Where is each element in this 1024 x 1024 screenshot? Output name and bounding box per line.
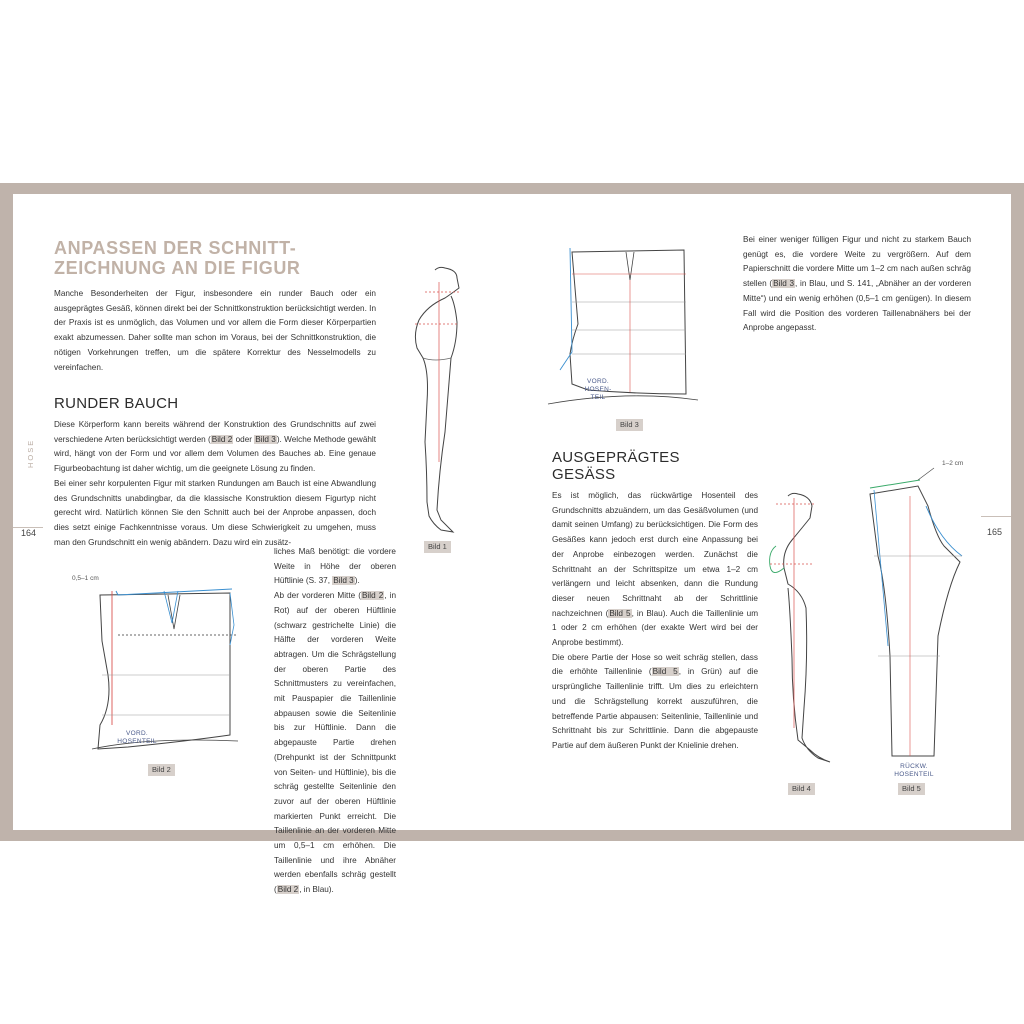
bild5-piece-label-1: RÜCKW. (900, 763, 928, 770)
bild5-pattern-drawing (864, 476, 964, 766)
page-number-left: 164 (21, 528, 37, 538)
intro-paragraph (54, 287, 376, 375)
bild3-piece-label-1: VORD. (586, 378, 610, 385)
figure-ref: Bild 2 (277, 885, 299, 895)
section-tab-label: HOSE (26, 438, 35, 468)
text-run: Es ist möglich, das rückwärtige Hosenteil des Grundschnitts abzuändern, um das Gesäßvolumen (und damit seinen Umfang) zu berücksichtigen. Die Form des Gesäßes kann jedoch erst durch eine Anpassung bei der Anprobe einbezogen werden. Zunächst die Schrittnaht an der Schrittspitze um etwa 1–2 cm verlängern und leicht absenken, dann die Rundung dieser neuen Schrittnaht ab der Schrittlinie nachzeichnen ( (552, 491, 758, 618)
intro-text: Manche Besonderheiten der Figur, insbesondere ein runder Bauch oder ein ausgeprägtes Gesäß, können direkt bei der Schnittkonstruktion berücksichtigt werden. In der Praxis ist es unmöglich, das Volumen und vor allem die Form dieser Körperpartien exakt abzumessen. Daher sollte man schon im Voraus, bei der Schnittkonstruktion, die nötigen Vorkehrungen treffen, um die spätere Korrektur des Nesselmodells zu vereinfachen. (54, 289, 376, 372)
runder-bauch-p3 (274, 545, 396, 589)
bild2-dimension: 0,5–1 cm (72, 575, 99, 582)
gesaess-p2 (552, 651, 758, 754)
runder-bauch-p1 (54, 418, 376, 477)
title-line-2: ZEICHNUNG AN DIE FIGUR (54, 258, 301, 278)
text-run: , in Blau). (299, 885, 334, 895)
text-run: Bei einer weniger fülligen Figur und nicht zu starkem Bauch genügt es, die vordere Weite zu vergrößern. Auf dem Papierschnitt die vordere Mitte um 1–2 cm nach außen schräg stellen ( (743, 235, 971, 289)
page-number-right: 165 (987, 527, 1003, 537)
bild3-piece-label-3: TEIL (590, 394, 606, 401)
heading-line-1: AUSGEPRÄGTES (552, 449, 680, 466)
bild3-label: Bild 3 (616, 419, 643, 431)
bild5-piece-label (888, 763, 940, 779)
text-run: , in Grün) auf die ursprüngliche Taillenlinie trifft. Um dies zu erleichtern und die Schrägstellung korrekt auszuführen, die betreffende Partie abpausen: Seitenlinie, Taillenlinie und Schrittnaht bis zur Schrittlinie. Dann die abgepauste Partie auf dem äußeren Punkt der Knielinie drehen. (552, 667, 759, 750)
bild5-piece-label-2: HOSENTEIL (894, 771, 934, 778)
figure-ref: Bild 2 (361, 591, 384, 601)
bild4-label: Bild 4 (788, 783, 815, 795)
figure-ref: Bild 3 (773, 279, 795, 289)
text-run: Die obere Partie der Hose so weit schräg stellen, dass die erhöhte Taillenlinie ( (552, 652, 758, 677)
gesaess-text (552, 489, 758, 754)
text-run: Diese Körperform kann bereits während der Konstruktion des Grundschnitts auf zwei verschiedene Arten berücksichtigt werden ( (54, 420, 376, 444)
bild2-label: Bild 2 (148, 764, 175, 776)
section-heading-gesaess (552, 449, 680, 483)
bild2-piece-label: VORD. HOSENTEIL (117, 730, 157, 745)
text-run: oder (233, 434, 255, 444)
runder-bauch-p2: Bei einer sehr korpulenten Figur mit starken Rundungen am Bauch ist eine Abwandlung des Grundschnitts unabdingbar, da die klassische Konstruktion diesem Figurtyp nicht gerecht wird. Natürlich können Sie den Schnitt auch bei der Anprobe anpassen, doch dies setzt einige Fachkenntnisse voraus. Um diese Schwierigkeit zu umgehen, muss man den Grundschnitt ein wenig abändern. Dazu wird ein zusätz- (54, 478, 376, 547)
section-heading-runder-bauch: RUNDER BAUCH (54, 395, 179, 412)
page-rule-right (981, 516, 1011, 517)
gesaess-p1 (552, 489, 758, 651)
right-top-paragraph (743, 233, 971, 336)
text-run: ). Welche Methode gewählt wird, hängt von der Form und vor allem dem Volumen des Bauches ab. Eine genaue Figurbeobachtung ist daher wichtig, um die geeignete Lösung zu finden. (54, 434, 377, 474)
text-run: Ab der vorderen Mitte ( (274, 591, 361, 601)
bild3-piece-label (578, 378, 618, 402)
figure-ref: Bild 5 (609, 608, 631, 618)
bild4-figure-drawing (762, 488, 842, 778)
heading-line-2: GESÄSS (552, 466, 616, 483)
bild1-label: Bild 1 (424, 541, 451, 553)
bild3-piece-label-2: HOSEN- (584, 386, 612, 393)
runder-bauch-cont (274, 545, 396, 898)
text-run: liches Maß benötigt: die vordere Weite in Höhe der oberen Hüftlinie (S. 37, (274, 547, 396, 586)
text-run: ). (354, 576, 360, 586)
title-line-1: ANPASSEN DER SCHNITT- (54, 238, 297, 258)
figure-ref: Bild 5 (652, 667, 678, 677)
figure-ref: Bild 2 (211, 434, 233, 444)
bild5-dimension: 1–2 cm (942, 460, 964, 467)
text-run: , in Blau, und S. 141, „Abnäher an der vorderen Mitte“) und ein wenig erhöhen (0,5–1 cm genügen). In diesem Fall wird die Position des vorderen Taillenabnähers bei der Anprobe angepasst. (743, 279, 971, 333)
text-run: , in Blau). Auch die Taillenlinie um 1 oder 2 cm erhöhen (der exakte Wert wird bei der Anprobe bestimmt). (552, 608, 759, 648)
page-title (54, 238, 344, 278)
bild3-pattern-drawing (548, 244, 698, 414)
bild5-label: Bild 5 (898, 783, 925, 795)
runder-bauch-p4 (274, 589, 396, 898)
right-top-text (743, 233, 971, 336)
figure-ref: Bild 3 (255, 434, 276, 444)
figure-ref: Bild 3 (333, 576, 354, 586)
text-run: , in Rot) auf der oberen Hüftlinie (schwarz gestrichelte Linie) die Hälfte der vorderen Weite abtragen. Um die Schrägstellung der oberen Partie des Schnittmusters zu vereinfachen, mit Pauspapier die Taillenlinie abpausen sowie die Seitenlinie bis zur Hüftlinie. Dann die abgepauste Partie drehen (Drehpunkt ist der Schnittpunkt von Seiten- und Hüftlinie), bis die schräg gestellte Seitenlinie den zuvor auf der oberen Hüftlinie markierten Punkt erreicht. Die Taillenlinie an der vorderen Mitte um 0,5–1 cm erhöhen. Die Taillenlinie und ihre Abnäher werden ebenfalls schräg gestellt ( (274, 591, 396, 895)
bild1-figure-drawing (405, 262, 475, 542)
runder-bauch-text (54, 418, 376, 550)
